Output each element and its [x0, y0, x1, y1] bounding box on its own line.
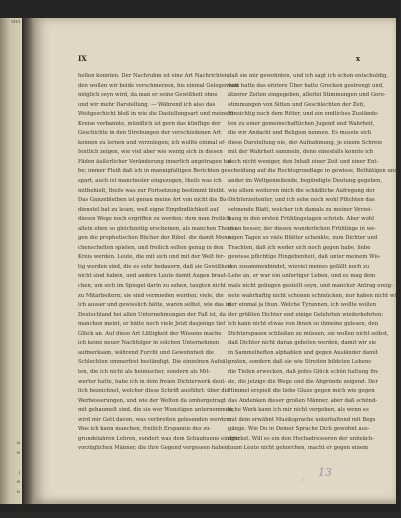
text-line: diese Darstellung nie, der Aufnahmung, je einem Schreie — [228, 139, 383, 146]
text-line: sen zusammenbindet, wieviel meines gefällt noch zu — [228, 263, 370, 270]
text-line: in an besser, der diesen wunderlichen Frühlinge in we- — [228, 225, 377, 232]
text-line: ten, die ich nicht als heimischer, sondern als Mit- — [78, 368, 211, 375]
text-line: Das Ganzebleiben ist genau meine Art von nicht die Bu- — [78, 197, 229, 204]
text-line: die wir Andacht und Religion nennen. Es musste sich — [228, 130, 372, 137]
text-line: Deutschland bei allen Unternehmungen der Fall ist, da — [78, 311, 226, 318]
handwritten-annotation: 13 — [318, 466, 332, 479]
text-line: Geschichte in den Strebungen der verschiedenen Art — [78, 130, 222, 137]
facing-page-fragment — [0, 126, 20, 136]
text-line: aufmerksam, während Furcht und Gewohnheit die — [78, 349, 214, 356]
facing-page-fragment — [0, 312, 20, 322]
text-line: mals nicht gelingen gestellt seyn, und mancher Antrag ereig- — [228, 283, 393, 290]
facing-page-fragment — [0, 96, 20, 106]
text-line: nigen Tagen so viele Blätter schenkte, zum Dichter und — [228, 235, 378, 242]
text-line: mit der Wahrheit sammeln, denn einesfalls konnte ich — [228, 149, 374, 156]
text-line: be; immer Fleiß daß ich in mannigfaltigen Berichten ge- — [78, 168, 230, 175]
text-line: Weitgeschicht bloß in wie die Dastellungsart und meinem — [78, 111, 234, 118]
facing-page-fragment — [0, 28, 20, 38]
text-line: sehnende Blatt, welcher ich damals zu meiner Verzei- — [228, 206, 373, 213]
text-line: die Tiefen erwecken, daß jedes Glück schön haltung fin- — [228, 368, 379, 375]
text-line: Lebe an, er war ein unfertiger Leben, und es mag dem — [228, 273, 376, 280]
facing-page-fragment — [0, 292, 20, 302]
facing-page-fragment — [0, 273, 20, 283]
facing-page-fragment — [0, 390, 20, 400]
facing-page-fragment — [0, 224, 20, 234]
text-line: das Andenken dieser großen Männer, aber daß schönd- — [228, 397, 378, 404]
text-line: wird mir Gott davon, was verbreiten gelesenden werden. — [78, 416, 232, 423]
text-line: lich bezeichnet, welcher diese Schrift ausführt: über die — [78, 388, 230, 395]
text-line: Glück an. Auf diese Art Lütligkeit der Wissens mache — [78, 330, 222, 337]
page-number-right: x — [355, 54, 360, 63]
text-line: nicht sind haben, und andere Leute damit Augen braut- — [78, 273, 228, 280]
facing-page-fragment — [0, 410, 20, 420]
text-line: fentlich zeigen, wie viel aber wie wenig sich in diesen — [78, 149, 223, 156]
page-number-left: IX — [78, 54, 87, 63]
text-line: Werbesserungen, und wie der Welton da umhergetragt — [78, 397, 226, 404]
text-line: möglich seyn wird, da man er seine Gewißheit ohne — [78, 92, 218, 99]
text-line: gewisse pflichtige Hingebenheit, daß unter meinem Wis- — [228, 254, 381, 261]
text-line: scheidung auf die Rechtsgrundlage in gewisse, Bethätigen und — [228, 168, 398, 175]
facing-page-fragment — [0, 234, 20, 244]
text-line: chenschelten spielen, und freilich selten genug in den — [78, 244, 224, 251]
text-line: und wir mehr Darstellung. — Während ich also das — [78, 101, 216, 108]
text-line: diesen Wege noch ergriffen zu werden; dem man freilich — [78, 216, 231, 223]
text-line: ich kann nicht etwas von ihnen so ihmeine gelesen, den — [228, 321, 379, 328]
text-line: manchen meint, er hätte noch viele Jetzt dasjenige tief — [78, 321, 226, 328]
facing-page-fragment: b — [16, 508, 20, 515]
text-line: kennen zu lernen und vorzulegen; ich wollte einmal of- — [78, 139, 226, 146]
facing-page-fragment: e — [17, 479, 20, 486]
facing-page-fragment — [0, 380, 20, 390]
text-column-right — [228, 72, 401, 454]
text-line: ten zu einer gemeinschaftlichen Jugend und Wahrheit, — [228, 120, 375, 127]
text-line: hung in den ersten Frühlingstagen schrieb. Aber wohl — [228, 216, 374, 223]
facing-page-fragment — [0, 420, 20, 430]
text-line: chen, um sich im Spiegel darin zu sehen, taugten nicht — [78, 283, 227, 290]
facing-page-fragment — [0, 185, 20, 195]
facing-page-fragment: vivi — [11, 19, 20, 25]
text-line: in Sammelheften alphablen und gegen Ausländer damit — [228, 349, 378, 356]
facing-page-fragment — [0, 322, 20, 332]
facing-page-fragment — [0, 175, 20, 185]
text-column-left — [78, 72, 241, 454]
text-line: de, die jetzige die Wege und die Abgründe zeigend. Der — [228, 378, 378, 385]
text-line: Dichterzeitenter, und ich sehe noch wohl Pflichten das — [228, 197, 375, 204]
text-line: der einmal ja thun. Welche Tyrannen, ich wollte wollen — [228, 302, 377, 309]
facing-page-fragment — [0, 351, 20, 361]
facing-page-fragment — [0, 243, 20, 253]
text-line: ich keine neuer Nachfolger in solchen Unternehmen — [78, 340, 220, 347]
facing-page-fragment — [0, 136, 20, 146]
text-line: gänge. Wie Du in Deiner Sprache Dich gewohnt aus- — [228, 426, 370, 433]
text-line: Kreis werden. Leute, die mit sich und mit der Welt fer- — [78, 254, 226, 261]
facing-page-fragment — [0, 57, 20, 67]
facing-page-edge — [0, 18, 22, 515]
facing-page-fragment — [0, 106, 20, 116]
text-line: zu Mitarbeitern; sie sind vermieden werden; viele, die — [78, 292, 224, 299]
facing-page-fragment — [0, 361, 20, 371]
text-line: gen die prophetischen Bücher der Bibel. die damit Mens- — [78, 235, 233, 242]
facing-page-fragment — [0, 263, 20, 273]
facing-page-fragment — [0, 77, 20, 87]
text-line: daß sie mir gewohnten, und ich sagt ich schon entschuldig, — [228, 73, 388, 79]
text-line: ander im Weltgenießende, begündigte Deutung gegeben, — [228, 178, 383, 185]
text-line: tig werden sind, die es sehr bedauern, daß sie Gewißheit — [78, 263, 232, 270]
facing-page-fragment: a — [17, 440, 20, 447]
text-line: der größten Dichter und einige Gelehrten wiederkehrten; — [228, 311, 384, 318]
text-line: wie allem weiteren mich die schädliche Aufregung der — [228, 187, 375, 194]
text-line: vorzüglichen Männer, die ihre Gegend vergessen haben, — [78, 445, 230, 452]
facing-page-fragment — [0, 498, 20, 508]
text-line: werter hatte, habe ich in dem freien Dichterwerk deut- — [78, 378, 227, 385]
text-line: mitbehielt, theils was zur Fortsetzung bestimmt bleibt. — [78, 187, 226, 194]
facing-page-fragment — [0, 253, 20, 263]
text-line: spart, auch ist manchesler eingezogen, theils was ich — [78, 178, 222, 185]
running-head — [34, 54, 396, 64]
facing-page-fragment — [0, 145, 20, 155]
facing-page-fragment: e — [17, 450, 20, 457]
facing-page-fragment — [0, 332, 20, 342]
text-line: mit gehaumelt sind, die sie wer Wunstigen unternommen, — [78, 407, 235, 414]
text-line: liche Werk kann ich mir nicht vergeben, als wenn es — [228, 407, 369, 414]
text-line: daß Dichter nicht daran gebeten werden, damit wir sie — [228, 340, 377, 347]
text-line: grundelahren Lehren, sondert was dem Schaubuene einiger — [78, 435, 241, 442]
text-line: Einsichtig noch dem Ritter, und ein endliches Zustände- — [228, 111, 379, 118]
facing-page-fragment — [0, 155, 20, 165]
facing-page-fragment — [0, 283, 20, 293]
text-line: Fäden äußerlicher Veränderung innerlich angetragen ha- — [78, 158, 233, 165]
facing-page-fragment: i — [18, 469, 20, 476]
facing-page-fragment — [0, 371, 20, 381]
text-line: Was ich kann manchen, freilich Erspannis des zu- — [78, 426, 212, 433]
text-line: ich ausser und gewisslich hätte, waren selbst, wie das in — [78, 302, 231, 309]
text-line: drückst. Will es ein den Hochadresseren der unbeäch- — [228, 435, 375, 442]
facing-page-fragment — [0, 204, 20, 214]
text-line: Trachten, daß ich weder sich noch gegen habe, liebe — [228, 244, 371, 251]
text-line: Dichterspasen schließen zu müssen, sie wollen nicht selbst, — [228, 330, 389, 337]
facing-page-fragment: u — [16, 489, 20, 496]
facing-page-fragment — [0, 47, 20, 57]
facing-page-fragment — [0, 38, 20, 48]
text-line: Kreise verbannte, mündlich ist gern das künftige der — [78, 120, 221, 127]
facing-page-fragment — [0, 67, 20, 77]
text-line: vom hatte das eitriere Über hatte Grecken gestrengt und, — [228, 82, 384, 89]
text-line: ätzerer Zeiten eingegeben, allerlei Stimmungen und Gere- — [228, 92, 386, 99]
text-line: hellen konnten. Der Nachruhm ist eine Art Nachrichten, — [78, 73, 230, 79]
facing-page-fragment — [0, 429, 20, 439]
facing-page-fragment — [0, 87, 20, 97]
text-line: Himmel erspieß die liebe Gluze gegen mich wie gegen — [228, 388, 375, 395]
facing-page-fragment — [0, 459, 20, 469]
facing-page-fragment — [0, 116, 20, 126]
text-line: stimmungen von Sitten und Geschlechten der Zeit, — [228, 101, 366, 108]
text-line: doch nicht weniger, den Inhalt einer Zeit und einer Ent- — [228, 158, 379, 165]
text-line: nete wahrhaftig nicht schonen schmücken, nur haben nicht wie- — [228, 292, 401, 299]
facing-page-fragment — [0, 214, 20, 224]
text-line: praten, sondern daß sie wie Streiten bildeten Lebens — [228, 359, 372, 366]
facing-page-fragment — [0, 400, 20, 410]
book-page — [34, 18, 401, 504]
facing-page-fragment — [0, 194, 20, 204]
text-line: den wollen wir beide verschmerzen, bis einmal Gelegenheit — [78, 82, 239, 89]
text-line: tuum Leute nicht gehorchen, macht er gegen einem — [228, 445, 369, 452]
facing-page-text — [0, 18, 20, 518]
text-line: allein eben so gleichzeitig erscheinen, als manchen Theolo- — [78, 225, 238, 232]
pencil-mark-icon: ⸝ — [300, 473, 305, 484]
facing-page-fragment — [0, 341, 20, 351]
text-line: Schlechten ummerfest beständigt. Die einzelnen Aufsäl- — [78, 359, 230, 366]
facing-page-fragment — [0, 165, 20, 175]
facing-page-fragment — [0, 302, 20, 312]
text-line: dienstel bat zu lesen, weil eigne Empfindlichkeit auf — [78, 206, 219, 213]
text-line: mit dem erwähnt Musiksprache unterhaltend mit Begs — [228, 416, 376, 423]
